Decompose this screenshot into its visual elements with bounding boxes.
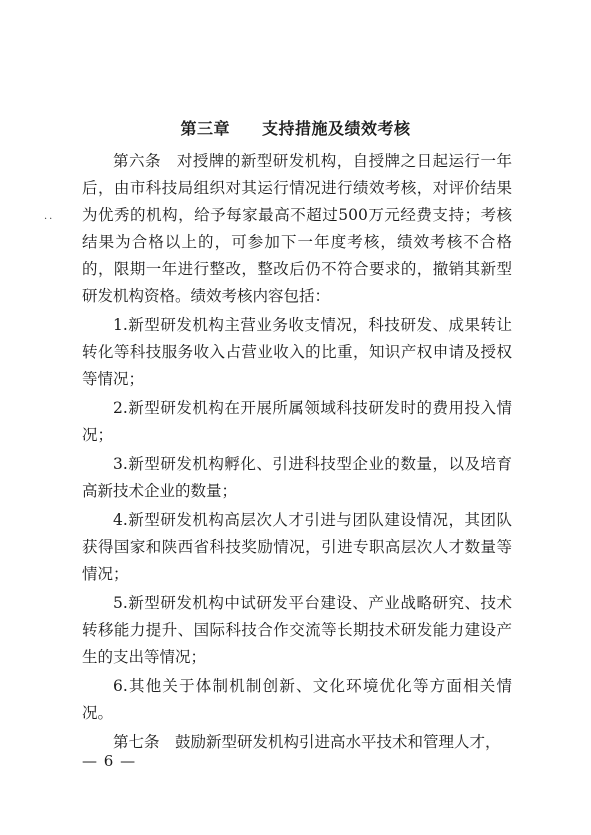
margin-dots: ··: [44, 214, 55, 225]
chapter-number: 第三章: [180, 119, 230, 138]
chapter-title: 支持措施及绩效考核: [262, 119, 411, 138]
chapter-heading: [0, 116, 591, 139]
list-item-3: 3.新型研发机构孵化、引进科技型企业的数量，以及培育高新技术企业的数量；: [82, 455, 512, 500]
list-item-5: 5.新型研发机构中试研发平台建设、产业战略研究、技术转移能力提升、国际科技合作交流等长期技术研发能力建设产生的支出等情况；: [82, 594, 512, 666]
list-item-2: 2.新型研发机构在开展所属领域科技研发时的费用投入情况；: [82, 399, 512, 444]
page-number: — 6 —: [82, 752, 137, 770]
body-text: [82, 148, 512, 758]
list-item-1: 1.新型研发机构主营业务收支情况，科技研发、成果转让转化等科技服务收入占营业收入的比重，知识产权申请及授权等情况；: [82, 316, 512, 388]
article-7-paragraph: 第七条 鼓励新型研发机构引进高水平技术和管理人才，: [113, 733, 501, 751]
list-item-6: 6.其他关于体制机制创新、文化环境优化等方面相关情况。: [82, 677, 512, 722]
article-6-paragraph: 第六条 对授牌的新型研发机构，自授牌之日起运行一年后，由市科技局组织对其运行情况进行绩效考核，对评价结果为优秀的机构，给予每家最高不超过500万元经费支持；考核结果为合格以上的，可参加下一年度考核，绩效考核不合格的，限期一年进行整改，整改后仍不符合要求的，撤销其新型研发机构资格。绩效考核内容包括：: [82, 152, 512, 305]
list-item-4: 4.新型研发机构高层次人才引进与团队建设情况，其团队获得国家和陕西省科技奖励情况，引进专职高层次人才数量等情况；: [82, 511, 512, 583]
